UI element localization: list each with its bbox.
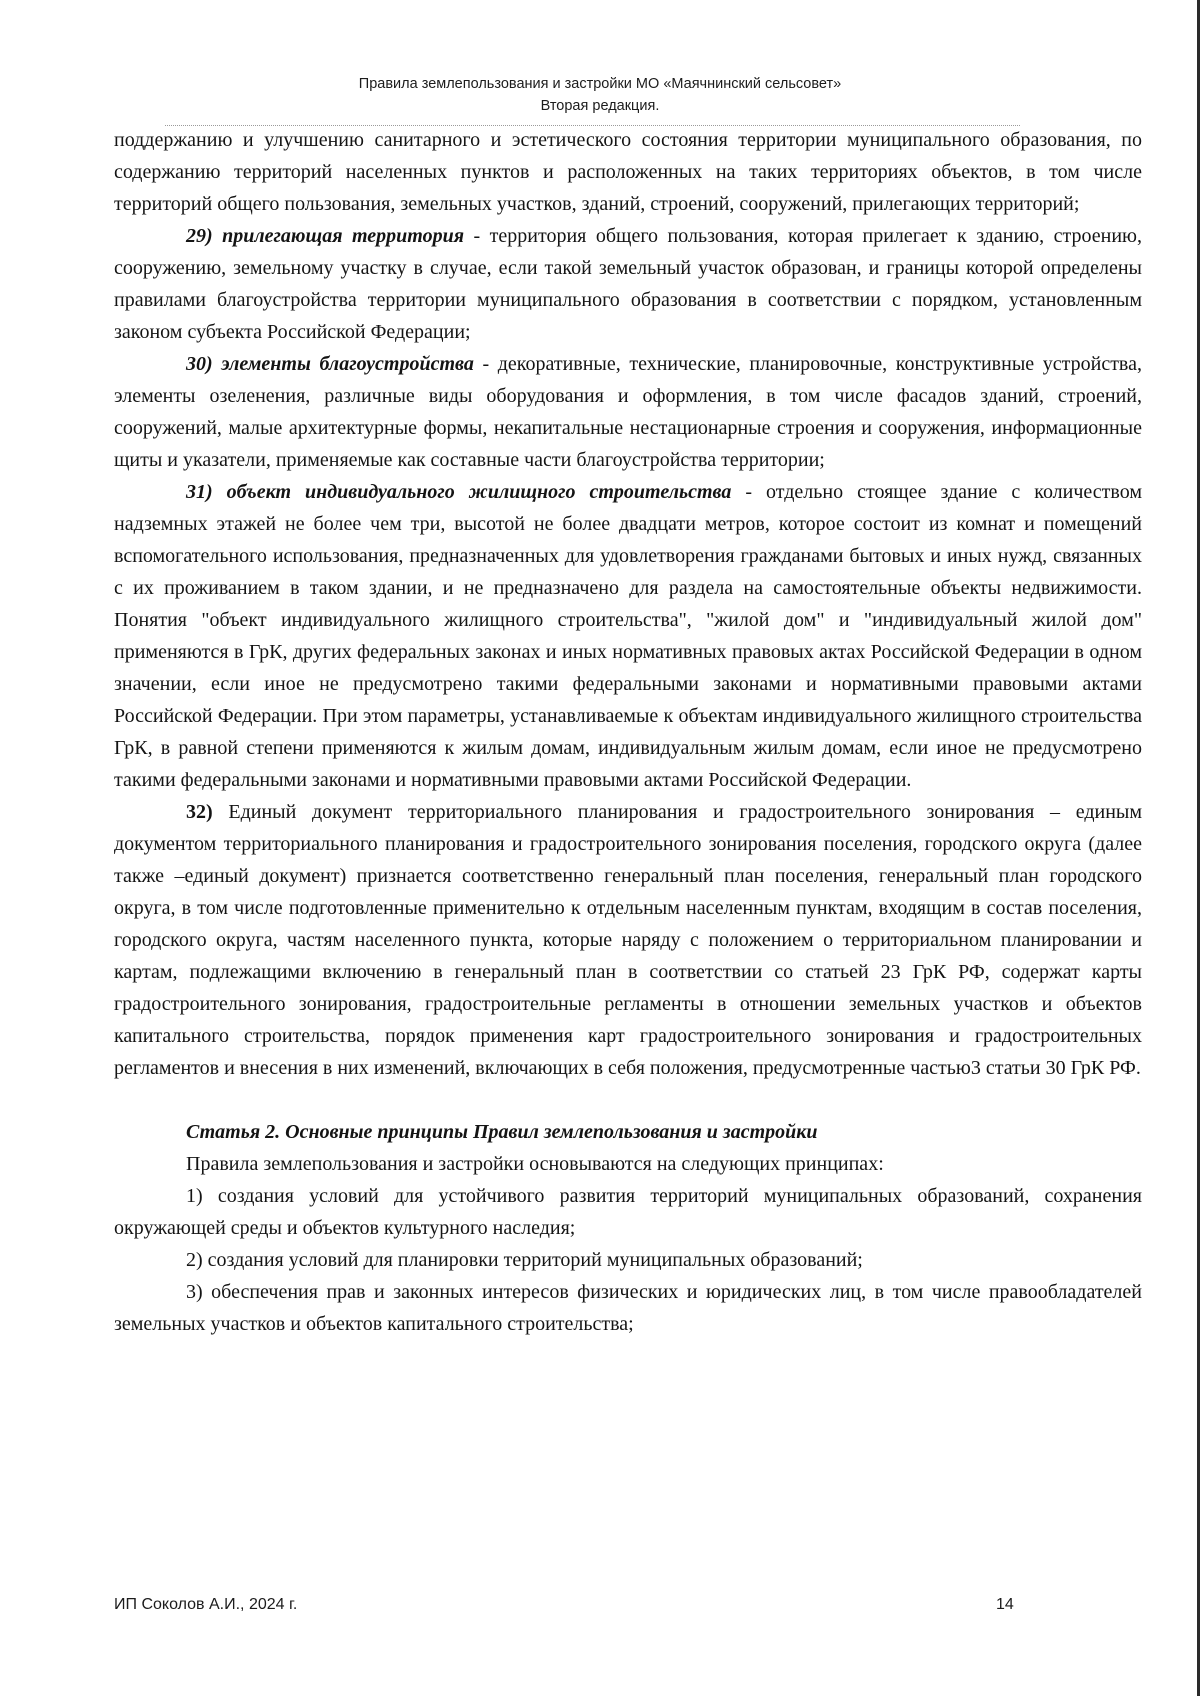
principle-2: 2) создания условий для планировки территорий муниципальных образований; [186,1249,863,1271]
definition-29-text: - территория общего пользования, которая прилегает к зданию, строению, сооружению, земельному участку в случае, если такой земельный участок образован, и границы которой определены правилами благоустройства территории муниципального образования в соответствии с порядком, установленным законом субъекта Российской Федерации; [114,225,1142,343]
definition-31 [114,476,1142,796]
term-32-number: 32) [186,801,213,823]
page-number: 14 [996,1596,1014,1613]
definition-29 [114,220,1142,348]
definition-31-text: - отдельно стоящее здание с количеством надземных этажей не более чем три, высотой не более двадцати метров, которое состоит из комнат и помещений вспомогательного использования, предназначенных для удовлетворения гражданами бытовых и иных нужд, связанных с их проживанием в таком здании, и не предназначено для раздела на самостоятельные объекты недвижимости. Понятия "объект индивидуального жилищного строительства", "жилой дом" и "индивидуальный жилой дом" применяются в ГрК, других федеральных законах и иных нормативных правовых актах Российской Федерации в одном значении, если иное не предусмотрено такими федеральными законами и нормативными правовыми актами Российской Федерации. При этом параметры, устанавливаемые к объектам индивидуального жилищного строительства ГрК, в равной степени применяются к жилым домам, индивидуальным жилым домам, если иное не предусмотрено такими федеральными законами и нормативными правовыми актами Российской Федерации. [114,481,1142,791]
principle-1: 1) создания условий для устойчивого развития территорий муниципальных образований, сохранения окружающей среды и объектов культурного наследия; [114,1185,1142,1239]
term-31: 31) объект индивидуального жилищного строительства [186,481,732,503]
footer-author: ИП Соколов А.И., 2024 г. [114,1596,298,1613]
header-edition: Вторая редакция. [540,98,660,114]
document-body [114,124,1142,1340]
definition-32-text: Единый документ территориального планирования и градостроительного зонирования – единым документом территориального планирования и градостроительного зонирования поселения, городского округа (далее также –единый документ) признается соответственно генеральный план поселения, генеральный план городского округа, в том числе подготовленные применительно к отдельным населенным пунктам, входящим в состав поселения, городского округа, частям населенного пункта, которые наряду с положением о территориальном планировании и картам, подлежащими включению в генеральный план в соответствии со статьей 23 ГрК РФ, содержат карты градостроительного зонирования, градостроительные регламенты в отношении земельных участков и объектов капитального строительства, порядок применения карт градостроительного зонирования и градостроительных регламентов и внесения в них изменений, включающих в себя положения, предусмотренные частью3 статьи 30 ГрК РФ. [114,801,1142,1079]
definition-32 [114,796,1142,1084]
term-30: 30) элементы благоустройства [186,353,474,375]
definition-30-text: - декоративные, технические, планировочные, конструктивные устройства, элементы озеленения, различные виды оборудования и оформления, в том числе фасадов зданий, строений, сооружений, малые архитектурные формы, некапитальные нестационарные строения и сооружения, информационные щиты и указатели, применяемые как составные части благоустройства территории; [114,353,1142,471]
running-header [0,73,1200,117]
article-2-title: Статья 2. Основные принципы Правил землепользования и застройки [186,1121,818,1143]
principle-3: 3) обеспечения прав и законных интересов физических и юридических лиц, в том числе правообладателей земельных участков и объектов капитального строительства; [114,1281,1142,1335]
header-title: Правила землепользования и застройки МО «Маячнинский сельсовет» [358,76,842,92]
paragraph-continuation: поддержанию и улучшению санитарного и эстетического состояния территории муниципального образования, по содержанию территорий населенных пунктов и расположенных на таких территориях объектов, в том числе территорий общего пользования, земельных участков, зданий, строений, сооружений, прилегающих территорий; [114,129,1142,215]
term-29: 29) прилегающая территория [186,225,465,247]
article-2-intro: Правила землепользования и застройки основываются на следующих принципах: [186,1153,884,1175]
definition-30 [114,348,1142,476]
